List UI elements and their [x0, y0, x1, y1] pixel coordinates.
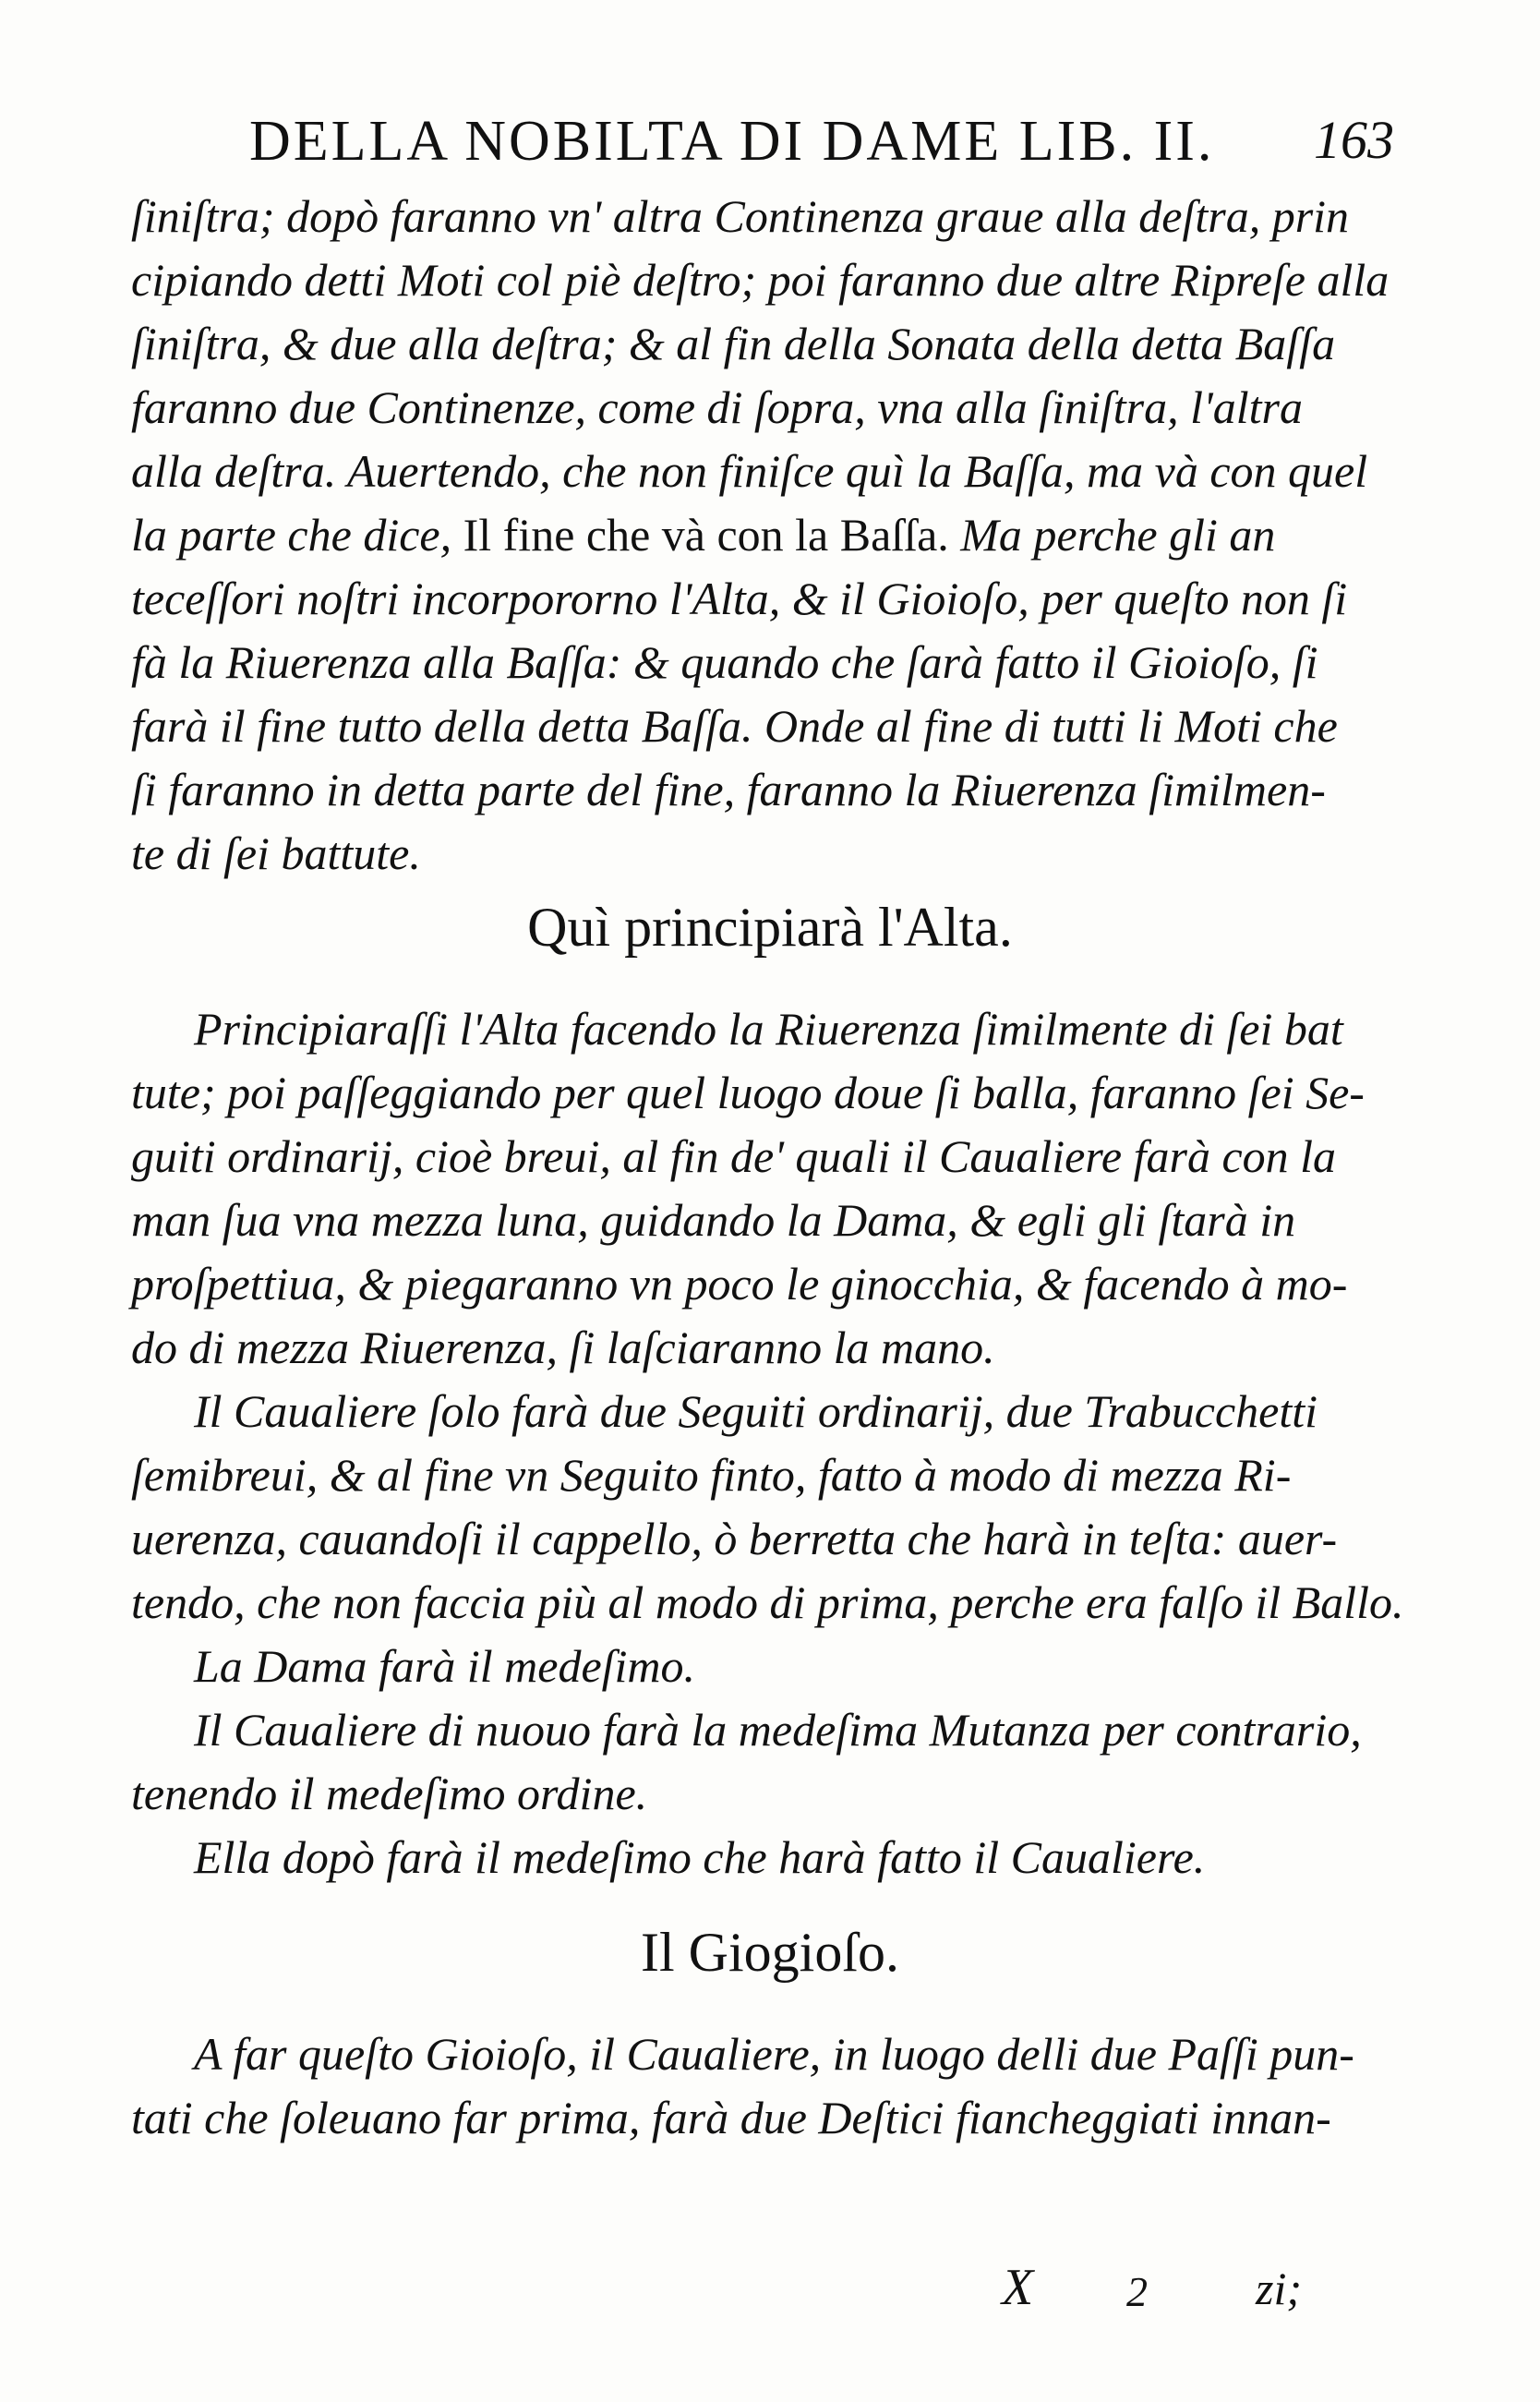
text-line: cipiando detti Moti col piè deſtro; poi faranno due altre Ripreſe alla — [131, 254, 1390, 306]
section-heading-giogioso: Il Giogioſo. — [641, 1922, 899, 1983]
text-line: tute; poi paſſeggiando per quel luogo doue ſi balla, faranno ſei Se- — [131, 1067, 1365, 1118]
text-line: tendo, che non faccia più al modo di prima, perche era falſo il Ballo. — [131, 1576, 1404, 1628]
text-line: ſiniſtra; dopò faranno vn' altra Continenza graue alla deſtra, prin — [131, 190, 1350, 242]
text-line-mixed — [131, 503, 1396, 567]
text-line: tati che ſoleuano far prima, farà due Deſtici fiancheggiati innan- — [131, 2092, 1331, 2143]
text-line: guiti ordinarij, cioè breui, al fin de' quali il Caualiere farà con la — [131, 1130, 1337, 1182]
text-line: tenendo il medeſimo ordine. — [131, 1768, 648, 1819]
roman-text-segment: Il fine che và con la Baſſa. — [463, 509, 949, 561]
text-line: La Dama farà il medeſimo. — [194, 1640, 696, 1692]
catchword: zi; — [1256, 2263, 1302, 2314]
running-head: DELLA NOBILTA DI DAME LIB. II. — [249, 110, 1215, 173]
text-line: A far queſto Gioioſo, il Caualiere, in luogo delli due Paſſi pun- — [194, 2028, 1354, 2080]
text-line: man ſua vna mezza luna, guidando la Dama, & egli gli ſtarà in — [131, 1194, 1296, 1246]
text-line: Il Caualiere ſolo farà due Seguiti ordinarij, due Trabucchetti — [194, 1385, 1318, 1437]
text-line: Ella dopò farà il medeſimo che harà fatto il Caualiere. — [194, 1831, 1206, 1883]
text-line: ſi faranno in detta parte del fine, faranno la Riuerenza ſimilmen- — [131, 764, 1326, 815]
paragraph-3 — [131, 2022, 1459, 2150]
signature-mark: X — [1002, 2259, 1034, 2316]
page-number: 163 — [1314, 110, 1394, 170]
text-line: farà il fine tutto della detta Baſſa. Onde al fine di tutti li Moti che — [131, 700, 1338, 752]
paragraph-2 — [131, 997, 1459, 1889]
signature-line — [0, 2258, 1540, 2323]
section-heading-alta: Quì principiarà l'Alta. — [527, 897, 1013, 958]
text-line: faranno due Continenze, come di ſopra, vna alla ſiniſtra, l'altra — [131, 381, 1303, 433]
text-line: fà la Riuerenza alla Baſſa: & quando che ſarà fatto il Gioioſo, ſi — [131, 636, 1318, 688]
text-segment: la parte che dice, — [131, 509, 463, 561]
text-line: ſiniſtra, & due alla deſtra; & al fin della Sonata della detta Baſſa — [131, 318, 1336, 369]
text-segment: Ma perche gli an — [948, 509, 1276, 561]
text-line: proſpettiua, & piegaranno vn poco le ginocchia, & facendo à mo- — [131, 1258, 1348, 1310]
signature-number: 2 — [1126, 2268, 1148, 2315]
page-header — [249, 109, 1394, 192]
text-line: Il Caualiere di nuouo farà la medeſima Mutanza per contrario, — [194, 1704, 1362, 1756]
paragraph-1 — [131, 185, 1396, 886]
text-line: teceſſori noſtri incorpororno l'Alta, & il Gioioſo, per queſto non ſi — [131, 573, 1348, 624]
text-line: ſemibreui, & al fine vn Seguito finto, fatto à modo di mezza Ri- — [131, 1449, 1292, 1501]
text-line: te di ſei battute. — [131, 827, 421, 879]
text-line: alla deſtra. Auertendo, che non finiſce quì la Baſſa, ma và con quel — [131, 445, 1368, 497]
text-line: uerenza, cauandoſi il cappello, ò berretta che harà in teſta: auer- — [131, 1513, 1338, 1564]
text-line: Principiaraſſi l'Alta facendo la Riuerenza ſimilmente di ſei bat — [194, 1003, 1343, 1055]
text-line: do di mezza Riuerenza, ſi laſciaranno la mano. — [131, 1322, 995, 1373]
